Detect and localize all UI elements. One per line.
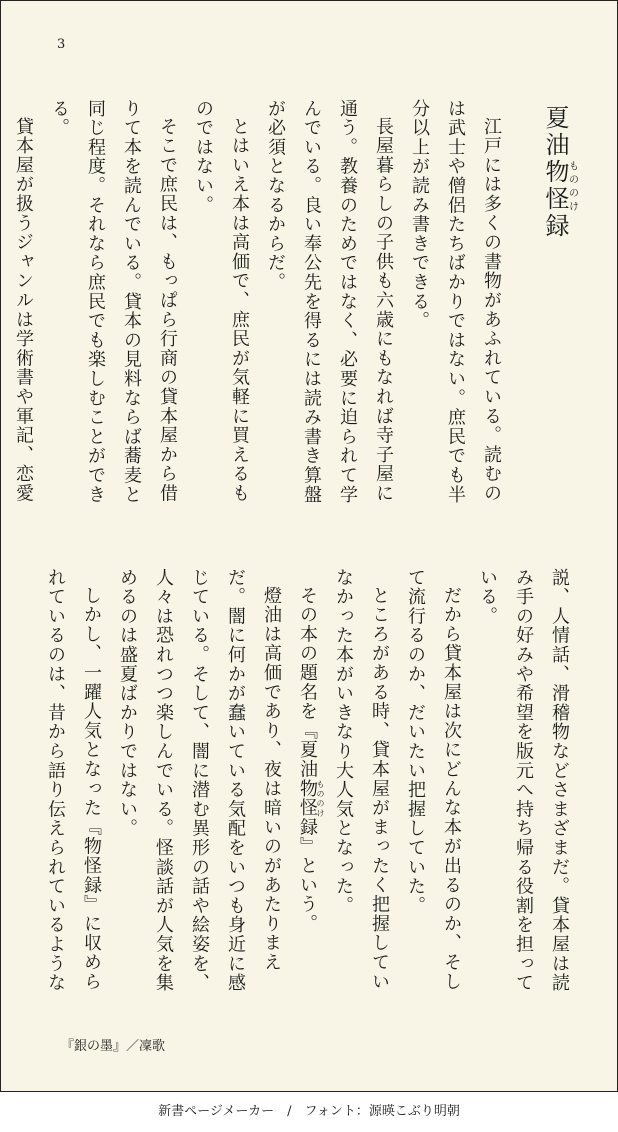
paragraph-4: そこで庶民は、もっぱら行商の貸本屋から借りて本を読んでいる。貸本の見料ならば蕎麦と同じ程度。それなら庶民でも楽しむことができる。 [49,99,178,505]
book-credit: 『銀の墨』／凜歌 [61,1039,166,1054]
paragraph-2: 長屋暮らしの子供も六歳にもなれば寺子屋に通う。教養のためではなく、必要に迫られて学んでいる。良い奉公先を得るには読み書き算盤が必須となるからだ。 [265,99,394,505]
paragraph-1: 江戸には多くの書物があふれている。読むのは武士や僧侶たちばかりではない。庶民でも半分以上が読み書きできる。 [409,99,502,505]
paragraph-8 [289,568,325,998]
upper-text-block [0,99,509,519]
title-tail: 録 [541,213,569,240]
paragraph-continued: 説、人情話、滑稽物などさまざまだ。貸本屋は読み手の好みや希望を版元へ持ち帰る役割を担っている。 [477,568,570,993]
paragraph-7: ところがある時、貸本屋がまったく把握していなかった本がいきなり大人気となった。 [333,568,390,992]
paragraph-5: 貸本屋が扱うジャンルは学術書や軍記、恋愛 [13,117,34,503]
title-main: 夏油 [541,105,569,159]
paragraph-3: とはいえ本は高価で、庶民が気軽に買えるものではない。 [193,99,250,503]
paragraph-6: だから貸本屋は次にどんな本が出るのか、そして流行るのか、だいたい把握していた。 [405,568,462,992]
title-ruby-base: 物怪 [541,159,569,213]
footer-caption: 新書ページメーカー / フォント：源暎こぶり明朝 [158,1104,460,1119]
paragraph-8-before: その本の題名を『夏油 [297,586,318,779]
paragraph-8-ruby-group [297,779,325,818]
paragraph-8-after: 録』という。 [297,817,318,934]
paragraph-8-ruby: もののけ [316,779,325,818]
title-ruby: もののけ [566,159,578,213]
lower-text-block [37,568,577,998]
paragraph-9: 燈油は高価であり、夜は暗いのがあたりまえだ。闇に何かが蠢いている気配をいつも身近に感じている。そして、闇に潜む異形の話や絵姿を、人々は恐れつつ楽しんでいる。怪談話が人気を集めるのは盛夏ばかりではない。 [117,568,282,993]
page-number: 3 [57,37,66,52]
title-ruby-group [541,159,578,213]
chapter-title [535,105,577,240]
paragraph-10: しかし、一躍人気となった『物怪録』に収められているのは、昔から語り伝えられているような [45,568,102,993]
paragraph-8-ruby-base: 物怪 [297,779,318,818]
